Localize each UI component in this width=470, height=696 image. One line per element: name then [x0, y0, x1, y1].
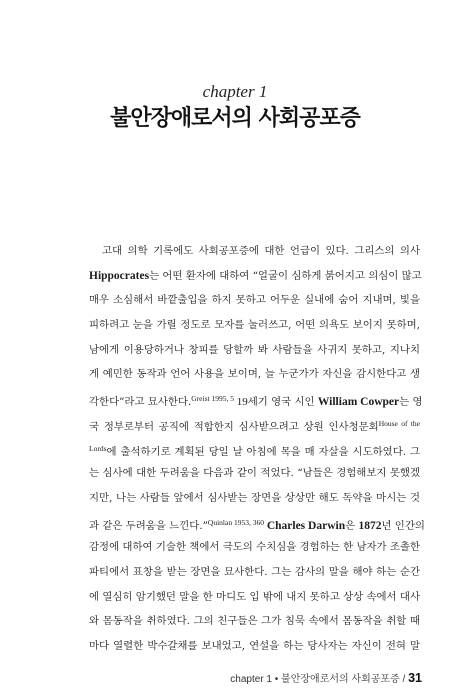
text-segment: 지만, 나는 사람들 앞에서 심사받는 장면을 상상만 해도 독약을 마시는 것	[89, 491, 420, 504]
text-segment: 세기 영국 시인	[247, 396, 318, 409]
text-segment: 와 몸동작을 취하였다. 그의 친구들은 그가 침묵 속에서 몸동작을 취할 때	[89, 615, 420, 628]
text-segment: 19	[233, 396, 248, 409]
text-segment: 각한다”라고 묘사한다.	[89, 396, 192, 409]
text-segment: William Cowper	[317, 396, 400, 409]
text-line	[89, 362, 420, 387]
text-segment: 에 출석하기로 계획된 당일 날 아침에 목을 매 자살을 시도하였다. 그	[106, 445, 420, 458]
text-segment: 는 심사에 대한 두려움을 다음과 같이 적었다. “남들은 경험해보지 못했겠	[89, 467, 420, 480]
text-line	[89, 338, 420, 363]
text-segment: 에 열심히 암기했던 말을 한 마디도 입 밖에 내지 못하고 상상 속에서 대사	[89, 590, 420, 603]
chapter-title: 불안장애로서의 사회공포증	[110, 106, 360, 131]
citation: House of the	[378, 418, 420, 428]
text-segment: 감정에 대하여 기술한 책에서 극도의 수치심을 경험하는 한 남자가 조촐한	[89, 541, 420, 554]
chapter-label: chapter 1	[202, 82, 268, 101]
text-segment: 남에게 이용당하거나 창피를 당할까 봐 사람들을 사귀지 못하고, 지나치	[89, 343, 420, 356]
citation: Quinlan 1953, 360	[207, 517, 264, 527]
text-line	[89, 437, 420, 462]
text-segment: 피하려고 눈을 가릴 정도로 모자를 눌러쓰고, 어떤 의욕도 보이지 못하며,	[89, 319, 420, 332]
text-segment: 매우 소심해서 바깥출입을 하지 못하고 어두운 실내에 숨어 지내며, 빛을	[89, 294, 420, 307]
running-footer-text: chapter 1 • 불안장애로서의 사회공포증 /	[230, 674, 409, 685]
text-segment: 마다 열렬한 박수갈채를 보내었고, 연설을 하는 당사자는 자신이 전혀 말	[89, 640, 420, 652]
text-line	[89, 461, 420, 486]
text-segment: 과 같은 두려움을 느낀다.”	[89, 519, 208, 532]
page-footer	[230, 670, 422, 685]
text-segment: 게 예민한 동작과 언어 사용을 보이며, 늘 누군가가 자신을 감시한다고 생	[89, 368, 420, 381]
text-segment: Hippocrates	[89, 269, 150, 282]
text-line	[89, 511, 425, 536]
text-segment: 는 영	[399, 396, 423, 409]
text-line	[89, 387, 423, 412]
text-line	[89, 288, 420, 313]
text-line	[89, 412, 420, 437]
text-line	[89, 486, 420, 511]
text-line	[89, 239, 420, 264]
text-line	[89, 560, 420, 585]
text-segment: 국 정부로부터 공직에 적합한지 심사받으려고 상원 인사청문회	[89, 420, 379, 433]
text-segment: 년 인간의	[381, 519, 425, 532]
text-line	[89, 535, 420, 560]
text-segment: 파티에서 표창을 받는 장면을 묘사한다. 그는 감사의 말을 해야 하는 순간	[89, 565, 420, 578]
citation: Lords	[89, 443, 107, 453]
text-segment: 1872	[358, 519, 382, 532]
text-segment: 은	[345, 519, 359, 532]
text-line	[89, 585, 420, 610]
body-paragraph	[89, 239, 425, 659]
text-segment: 는 어떤 환자에 대하여 “얼굴이 심하게 붉어지고 의심이 많고	[149, 269, 422, 282]
text-line	[89, 313, 420, 338]
text-line	[89, 634, 420, 659]
text-line	[89, 264, 420, 289]
text-segment: Charles Darwin	[263, 519, 346, 532]
text-line	[89, 609, 420, 634]
citation: Greist 1995, 5	[191, 394, 234, 404]
page-number: 31	[408, 671, 422, 685]
text-segment: 고대 의학 기록에도 사회공포증에 대한 언급이 있다. 그리스의 의사	[102, 245, 420, 257]
